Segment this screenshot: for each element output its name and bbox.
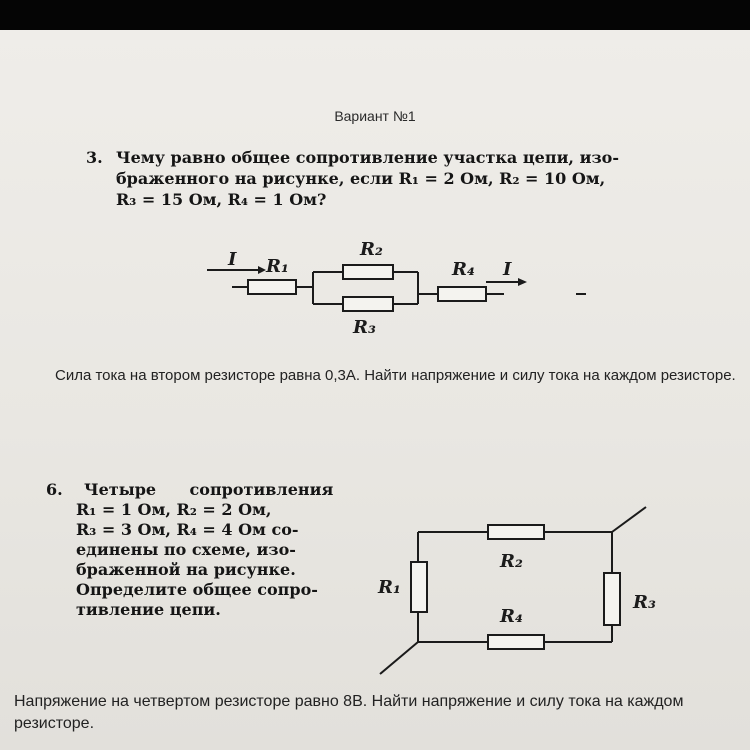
- label-r4: R₄: [452, 259, 475, 280]
- label-r1: R₁: [266, 256, 289, 277]
- problem-6-line-4: единены по схеме, изо-: [76, 540, 296, 559]
- label-r1: R₁: [378, 577, 401, 598]
- label-r2: R₂: [360, 239, 383, 260]
- circuit-3: [207, 239, 586, 338]
- problem-3-line-2: браженного на рисунке, если R₁ = 2 Ом, R₂ = 10 Ом,: [116, 169, 606, 188]
- lead-bottom-left: [380, 642, 418, 674]
- resistor-r3: [604, 573, 620, 625]
- problem-6-line-7: тивление цепи.: [76, 600, 221, 619]
- problem-6-line-6: Определите общее сопро-: [76, 580, 318, 599]
- resistor-r3: [343, 297, 393, 311]
- resistor-r4: [438, 287, 486, 301]
- variant-title: Вариант №1: [334, 108, 416, 124]
- problem-3-line-3: R₃ = 15 Ом, R₄ = 1 Ом?: [116, 190, 327, 209]
- label-r2: R₂: [500, 551, 523, 572]
- label-i-in: I: [228, 249, 237, 270]
- label-i-out: I: [503, 259, 512, 280]
- problem-6-text: [46, 480, 366, 620]
- problem-6-line-2: R₁ = 1 Ом, R₂ = 2 Ом,: [76, 500, 272, 519]
- resistor-r1: [248, 280, 296, 294]
- label-r3: R₃: [633, 592, 656, 613]
- problem-3-line-1: Чему равно общее сопротивление участка цепи, изо-: [116, 148, 619, 167]
- note-problem-6: Напряжение на четвертом резисторе равно 8В. Найти напряжение и силу тока на каждом резисторе.: [14, 693, 684, 732]
- arrow-head-out: [518, 278, 527, 286]
- label-r4: R₄: [500, 606, 523, 627]
- problem-6-line-5: браженной на рисунке.: [76, 560, 296, 579]
- problem-6-line-1: Четыре сопротивления: [84, 480, 334, 499]
- resistor-r4: [488, 635, 544, 649]
- arrow-head-in: [258, 266, 266, 274]
- lead-top-right: [612, 507, 646, 532]
- problem-6-line-3: R₃ = 3 Ом, R₄ = 4 Ом со-: [76, 520, 299, 539]
- resistor-r2: [488, 525, 544, 539]
- circuit-6: [377, 507, 656, 674]
- resistor-r2: [343, 265, 393, 279]
- note-problem-3: Сила тока на втором резисторе равна 0,3А. Найти напряжение и силу тока на каждом резисторе.: [55, 367, 736, 384]
- label-r3: R₃: [353, 317, 376, 338]
- problem-3-number: 3.: [86, 148, 103, 167]
- resistor-r1: [411, 562, 427, 612]
- problem-6-number: 6.: [46, 480, 63, 499]
